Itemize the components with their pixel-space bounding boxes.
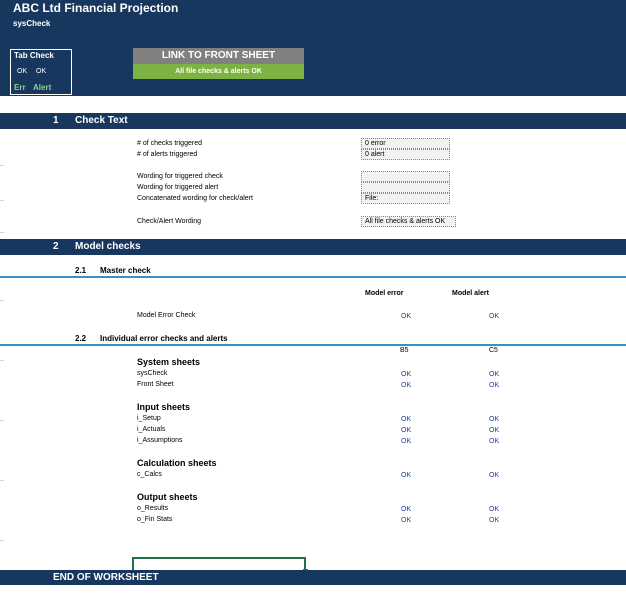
tab-check-error-label: Err [14,83,26,92]
list-item-label: o_Results [137,505,169,512]
tab-check-error-value: OK [17,68,28,75]
check-alert-wording-label: Check/Alert Wording [137,218,202,225]
list-item-label: i_Actuals [137,426,166,433]
concat-wording-cell[interactable]: File: [361,193,450,204]
tab-check-alert-label: Alert [33,83,52,92]
cell-ref-error: B5 [400,347,409,354]
checks-triggered-cell[interactable]: 0 error [361,138,450,149]
model-error-check-error: OK [401,313,412,320]
status-message-bar: All file checks & alerts OK [133,64,304,79]
list-item-alert: OK [489,517,500,524]
list-item-error: OK [401,427,412,434]
list-item-alert: OK [489,371,500,378]
alerts-triggered-cell[interactable]: 0 alert [361,149,450,160]
input-sheets-heading: Input sheets [137,402,191,412]
alerts-triggered-label: # of alerts triggered [137,151,198,158]
model-error-check-alert: OK [489,313,500,320]
list-item-error: OK [401,438,412,445]
list-item-alert: OK [489,438,500,445]
list-item-label: i_Setup [137,415,161,422]
subsection-2-1-title: Master check [100,266,151,275]
list-item-alert: OK [489,506,500,513]
sheet-name: sysCheck [13,19,51,28]
wording-alert-cell[interactable] [361,182,450,193]
footer-bar [0,570,626,585]
wording-alert-label: Wording for triggered alert [137,184,219,191]
section-2-number: 2 [53,241,59,252]
tab-check-label: Tab Check [14,51,54,60]
section-2-title: Model checks [75,241,141,252]
list-item-error: OK [401,382,412,389]
model-error-header: Model error [365,290,404,297]
output-sheets-heading: Output sheets [137,492,198,502]
list-item-label: Front Sheet [137,381,174,388]
list-item-label: o_Fin Stats [137,516,173,523]
list-item-error: OK [401,416,412,423]
tab-check-box [10,49,72,95]
subsection-2-2-number: 2.2 [75,334,87,343]
list-item-error: OK [401,517,412,524]
wording-check-label: Wording for triggered check [137,173,223,180]
list-item-alert: OK [489,427,500,434]
list-item-alert: OK [489,416,500,423]
workbook-title: ABC Ltd Financial Projection [13,1,179,15]
wording-check-cell[interactable] [361,171,450,182]
list-item-alert: OK [489,382,500,389]
footer-title: END OF WORKSHEET [53,572,159,583]
section-1-title: Check Text [75,115,128,126]
list-item-label: i_Assumptions [137,437,183,444]
list-item-alert: OK [489,472,500,479]
section-1-number: 1 [53,115,59,126]
checks-triggered-label: # of checks triggered [137,140,202,147]
divider-line [0,276,626,278]
subsection-2-1-number: 2.1 [75,266,87,275]
divider-line [0,344,626,346]
link-to-front-sheet-button[interactable]: LINK TO FRONT SHEET [133,48,304,64]
list-item-error: OK [401,371,412,378]
section-2-bar [0,239,626,255]
model-alert-header: Model alert [452,290,489,297]
list-item-error: OK [401,506,412,513]
cell-ref-alert: C5 [489,347,498,354]
tab-check-alert-value: OK [36,68,47,75]
section-1-bar [0,113,626,129]
model-error-check-label: Model Error Check [137,312,196,319]
system-sheets-heading: System sheets [137,357,201,367]
check-alert-wording-cell[interactable]: All file checks & alerts OK [361,216,456,227]
subsection-2-2-title: Individual error checks and alerts [100,334,228,343]
list-item-error: OK [401,472,412,479]
concat-wording-label: Concatenated wording for check/alert [137,195,253,202]
list-item-label: c_Calcs [137,471,162,478]
calculation-sheets-heading: Calculation sheets [137,458,217,468]
list-item-label: sysCheck [137,370,168,377]
